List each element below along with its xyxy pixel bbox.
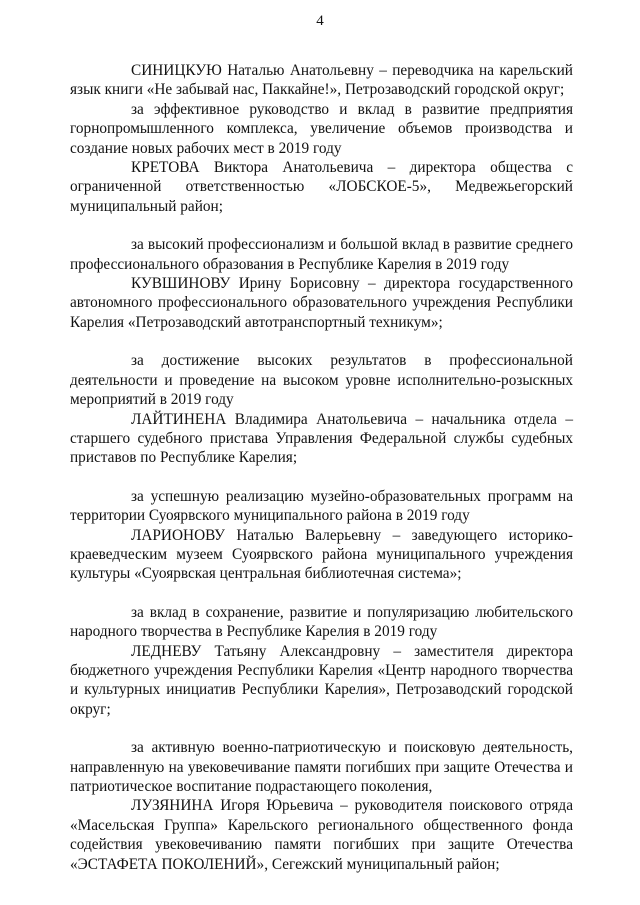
document-body [70, 61, 573, 874]
paragraph: КУВШИНОВУ Ирину Борисовну – директора государственного автономного профессионального образовательного учреждения Республики Карелия «Петрозаводский автотранспортный техникум»; [70, 275, 573, 331]
paragraph: за эффективное руководство и вклад в развитие предприятия горнопромышленного комплекса, увеличение объемов производства и создание новых рабочих мест в 2019 году [70, 100, 573, 157]
paragraph: СИНИЦКУЮ Наталью Анатольевну – переводчика на карельский язык книги «Не забывай нас, Паккайне!», Петрозаводский городской округ; [70, 62, 573, 99]
paragraph: ЛУЗЯНИНА Игоря Юрьевича – руководителя поискового отряда «Масельская Группа» Карельского регионального общественного фонда содействия увековечиванию памяти погибших при защите Отечества «ЭСТАФЕТА ПОКОЛЕНИЙ», Сегежский муниципальный район; [70, 797, 573, 873]
paragraph: ЛАЙТИНЕНА Владимира Анатольевича – начальника отдела – старшего судебного пристава Управления Федеральной службы судебных приставов по Республике Карелия; [70, 410, 573, 467]
paragraph-gap [70, 468, 573, 487]
paragraph: КРЕТОВА Виктора Анатольевича – директора общества с ограниченной ответственностью «ЛОБСКОЕ-5», Медвежьегорский муниципальный район; [70, 159, 573, 215]
paragraph-gap [70, 584, 573, 603]
paragraph: за успешную реализацию музейно-образовательных программ на территории Суоярвского муниципального района в 2019 году [70, 487, 573, 525]
paragraph-gap [70, 332, 573, 351]
paragraph: за достижение высоких результатов в профессиональной деятельности и проведение на высоком уровне исполнительно-розыскных мероприятий в 2019 году [70, 352, 573, 409]
page-number: 4 [316, 13, 324, 29]
paragraph-gap [70, 719, 573, 738]
paragraph: за высокий профессионализм и большой вклад в развитие среднего профессионального образования в Республике Карелия в 2019 году [70, 236, 573, 273]
paragraph: ЛЕДНЕВУ Татьяну Александровну – заместителя директора бюджетного учреждения Республики Карелия «Центр народного творчества и культурных инициатив Республики Карелия», Петрозаводский городской округ; [70, 642, 573, 718]
paragraph: за активную военно-патриотическую и поисковую деятельность, направленную на увековечивание памяти погибших при защите Отечества и патриотическое воспитание подрастающего поколения, [70, 739, 573, 795]
paragraph: ЛАРИОНОВУ Наталью Валерьевну – заведующего историко-краеведческим музеем Суоярвского района муниципального учреждения культуры «Суоярвская центральная библиотечная система»; [70, 526, 573, 583]
paragraph-gap [70, 216, 573, 235]
paragraph: за вклад в сохранение, развитие и популяризацию любительского народного творчества в Республике Карелия в 2019 году [70, 603, 573, 641]
